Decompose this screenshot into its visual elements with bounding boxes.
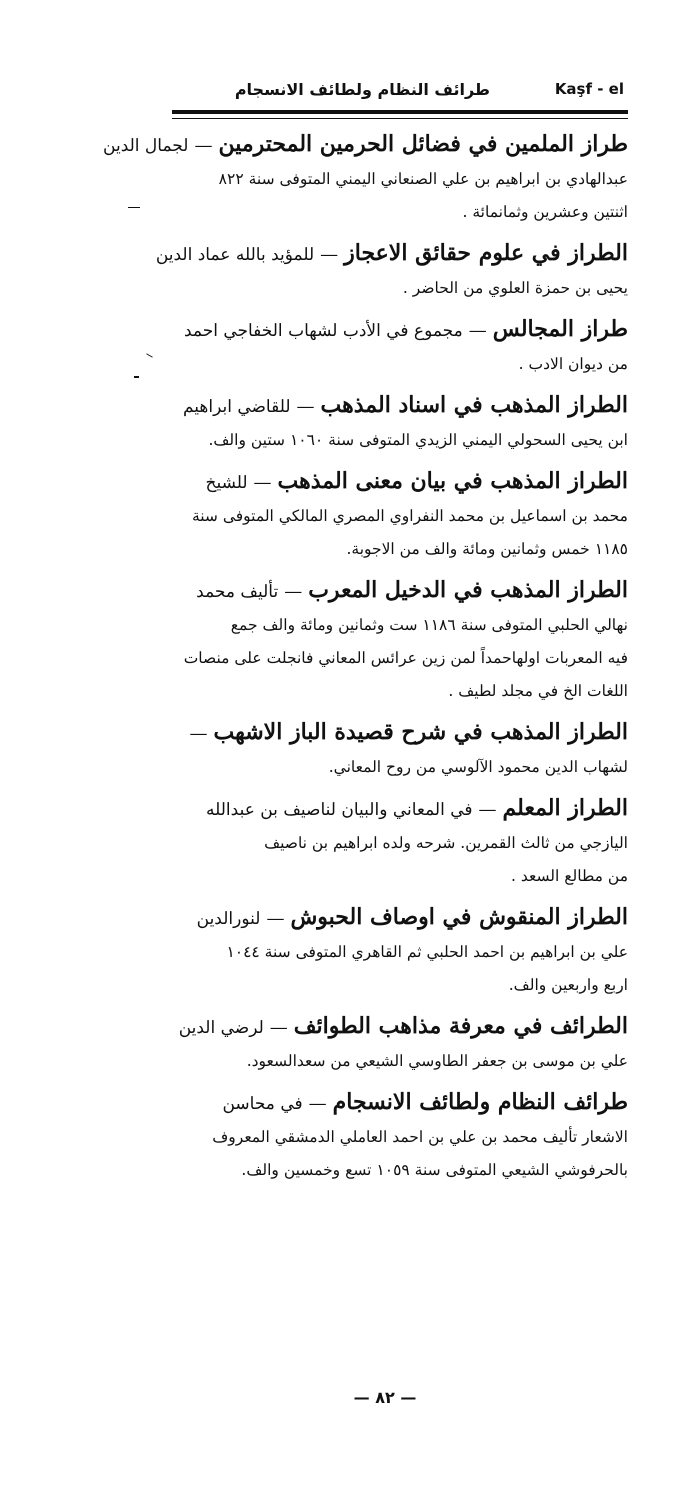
dash-separator: —: [269, 1017, 288, 1038]
entry-heading-line: [170, 1086, 628, 1121]
entry-heading-line: [170, 1010, 628, 1045]
entry-heading-line: [103, 128, 628, 163]
entry-title: الطرائف في معرفة مذاهب الطوائف: [293, 1013, 628, 1039]
entry-title: طراز الملمين في فضائل الحرمين المحترمين: [218, 131, 628, 157]
entry-text-line: ابن يحيى السحولي اليمني الزيدي المتوفى سنة ١٠٦٠ ستين والف.: [208, 431, 628, 449]
entry-text-line: اللغات الخ في مجلد لطيف .: [448, 682, 628, 700]
entry-text-line: من مطالع السعد .: [511, 867, 628, 885]
dash-separator: —: [308, 1093, 327, 1114]
margin-mark: [128, 207, 140, 208]
dash-separator: —: [194, 135, 213, 156]
entry-10: [170, 1010, 628, 1078]
entry-author: تأليف محمد: [196, 582, 279, 602]
entry-author: لنورالدين: [196, 909, 261, 929]
entry-title: الطراز المعلم: [502, 795, 628, 821]
entries-list: [103, 128, 628, 1195]
entry-6: [170, 574, 628, 708]
entry-text-line: اليازجي من ثالث القمرين. شرحه ولده ابراهيم بن ناصيف: [264, 834, 628, 852]
entry-title: الطراز المذهب في شرح قصيدة الباز الاشهب: [213, 719, 628, 745]
entry-author: في المعاني والبيان لناصيف بن عبدالله: [206, 800, 473, 820]
entry-text-line: من ديوان الادب .: [518, 355, 628, 373]
dash-separator: —: [284, 581, 303, 602]
margin-mark: [134, 376, 139, 378]
entry-text-line: ١١٨٥ خمس وثمانين ومائة والف من الاجوبة.: [346, 540, 628, 558]
entry-title: طرائف النظام ولطائف الانسجام: [332, 1089, 628, 1115]
entry-9: [170, 901, 628, 1002]
entry-text-line: فيه المعربات اولهاحمداً لمن زين عرائس المعاني فانجلت على منصات: [183, 649, 628, 667]
entry-heading-line: [170, 389, 628, 424]
entry-text-line: محمد بن اسماعيل بن محمد النفراوي المصري المالكي المتوفى سنة: [191, 507, 628, 525]
entry-text-line: بالحرفوشي الشيعي المتوفى سنة ١٠٥٩ تسع وخمسين والف.: [241, 1161, 628, 1179]
dash-separator: —: [266, 908, 285, 929]
running-title: طرائف النظام ولطائف الانسجام: [234, 80, 490, 99]
entry-title: الطراز المذهب في الدخيل المعرب: [308, 577, 628, 603]
entry-3: [170, 313, 628, 381]
page-number: — ٨٢ —: [353, 1388, 417, 1407]
entry-5: [170, 465, 628, 566]
entry-title: الطراز المذهب في بيان معنى المذهب: [277, 468, 628, 494]
entry-11: [170, 1086, 628, 1187]
entry-heading-line: [170, 716, 628, 751]
entry-author: في محاسن: [222, 1094, 303, 1114]
margin-mark: [146, 353, 153, 357]
entry-text-line: عبدالهادي بن ابراهيم بن علي الصنعاني اليمني المتوفى سنة ٨٢٢: [218, 170, 628, 188]
entry-heading-line: [170, 792, 628, 827]
entry-text-line: اربع واربعين والف.: [508, 976, 628, 994]
dash-separator: —: [296, 396, 315, 417]
header-rule-thick: [172, 110, 628, 114]
entry-title: طراز المجالس: [492, 316, 628, 342]
entry-7: [170, 716, 628, 784]
entry-text-line: يحيى بن حمزة العلوي من الحاضر .: [402, 279, 628, 297]
entry-author: للمؤيد بالله عماد الدين: [155, 245, 315, 265]
entry-text-line: علي بن موسى بن جعفر الطاوسي الشيعي من سعدالسعود.: [246, 1052, 628, 1070]
entry-4: [170, 389, 628, 457]
entry-author: لجمال الدين: [103, 136, 189, 156]
entry-title: الطراز المنقوش في اوصاف الحبوش: [290, 904, 628, 930]
entry-2: [155, 237, 628, 305]
entry-author: للشيخ: [205, 473, 248, 493]
entry-title: الطراز في علوم حقائق الاعجاز: [344, 240, 628, 266]
entry-heading-line: [170, 465, 628, 500]
entry-text-line: علي بن ابراهيم بن احمد الحلبي ثم القاهري المتوفى سنة ١٠٤٤: [226, 943, 628, 961]
entry-text-line: لشهاب الدين محمود الآلوسي من روح المعاني.: [328, 758, 628, 776]
header-rule-thin: [172, 118, 628, 119]
entry-title: الطراز المذهب في اسناد المذهب: [320, 392, 628, 418]
dash-separator: —: [478, 799, 497, 820]
entry-text-line: نهالي الحلبي المتوفى سنة ١١٨٦ ست وثمانين ومائة والف جمع: [230, 616, 628, 634]
entry-heading-line: [170, 313, 628, 348]
dash-separator: —: [189, 723, 208, 744]
entry-author: لرضي الدين: [178, 1018, 264, 1038]
entry-author: للقاضي ابراهيم: [182, 397, 291, 417]
entry-1: [103, 128, 628, 229]
entry-8: [170, 792, 628, 893]
entry-heading-line: [170, 901, 628, 936]
header-label: Kaşf - el: [554, 80, 624, 98]
entry-text-line: الاشعار تأليف محمد بن علي بن احمد العاملي الدمشقي المعروف: [212, 1128, 628, 1146]
page-header: [170, 80, 630, 104]
dash-separator: —: [468, 320, 487, 341]
dash-separator: —: [253, 472, 272, 493]
entry-text-line: اثنتين وعشرين وثمانمائة .: [462, 203, 628, 221]
entry-heading-line: [170, 574, 628, 609]
entry-author: مجموع في الأدب لشهاب الخفاجي احمد: [183, 321, 463, 341]
entry-heading-line: [155, 237, 628, 272]
dash-separator: —: [320, 244, 339, 265]
